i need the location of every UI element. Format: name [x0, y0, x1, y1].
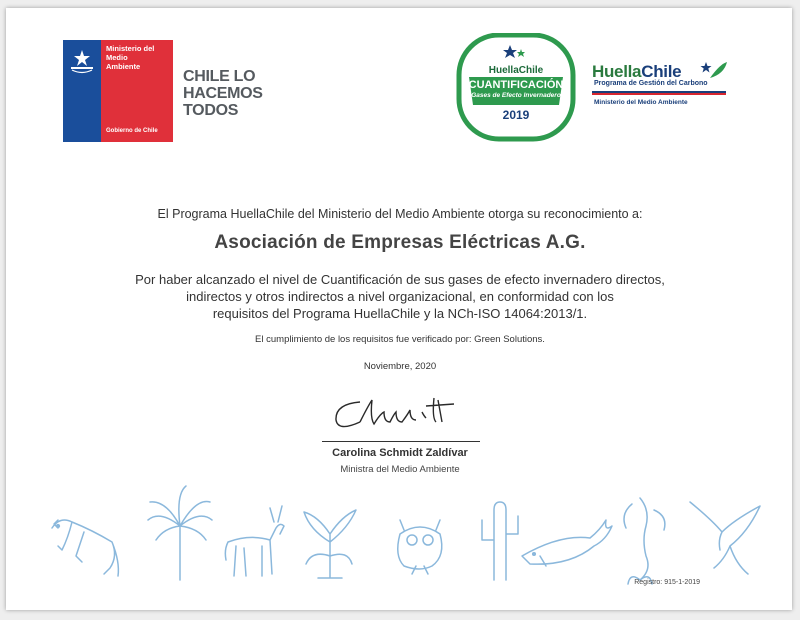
- slogan: CHILE LO HACEMOS TODOS: [183, 68, 263, 119]
- whale-icon: [522, 520, 612, 566]
- huellachile-ministry: Ministerio del Medio Ambiente: [594, 99, 688, 106]
- verification-note: El cumplimiento de los requisitos fue verificado por: Green Solutions.: [255, 334, 545, 345]
- huellachile-name-b: Chile: [641, 62, 682, 81]
- huemul-deer-icon: [225, 506, 284, 576]
- huellachile-name: [592, 62, 681, 82]
- seal-year: 2019: [502, 108, 530, 122]
- huellachile-name-a: Huella: [592, 62, 642, 81]
- puma-icon: [52, 520, 118, 576]
- huellachile-program: Programa de Gestión del Carbono: [594, 80, 708, 87]
- quantification-seal: [455, 33, 577, 148]
- signer-name: Carolina Schmidt Zaldívar: [332, 447, 468, 459]
- owl-icon: [398, 520, 442, 574]
- certificate-intro: El Programa HuellaChile del Ministerio del Medio Ambiente otorga su reconocimiento a:: [157, 207, 643, 221]
- registry-number: Registro: 915-1-2019: [634, 579, 700, 586]
- seal-subtitle: Gases de Efecto Invernadero: [471, 92, 561, 99]
- native-species-illustration: [0, 480, 800, 590]
- plant-icon: [304, 510, 356, 578]
- government-label: Gobierno de Chile: [106, 128, 158, 134]
- signer-role: Ministra del Medio Ambiente: [340, 464, 460, 475]
- ministry-logo: [63, 40, 173, 142]
- cactus-icon: [482, 502, 518, 580]
- copihue-flower-icon: [624, 498, 665, 584]
- leaf-star-icon: [700, 60, 728, 80]
- palm-tree-icon: [148, 486, 212, 580]
- coat-of-arms-icon: [68, 48, 96, 76]
- certificate-reason: Por haber alcanzado el nivel de Cuantificación de sus gases de efecto invernadero directos, indirectos y otros indirectos a nivel organizacional, en conformidad con los requisitos del Programa HuellaChile y la NCh-ISO 14064:2013/1.: [135, 272, 665, 321]
- signature-line: [322, 441, 480, 442]
- huellachile-red-rule: [592, 93, 726, 95]
- huellachile-logo: [592, 62, 732, 112]
- signature-image: [330, 392, 480, 440]
- condor-icon: [690, 502, 760, 574]
- seal-brand: HuellaChile: [488, 65, 544, 76]
- seal-level: CUANTIFICACIÓN: [468, 79, 564, 91]
- organization-name: Asociación de Empresas Eléctricas A.G.: [214, 232, 586, 253]
- certificate-date: Noviembre, 2020: [363, 361, 437, 372]
- ministry-title: Ministerio del Medio Ambiente: [106, 44, 155, 71]
